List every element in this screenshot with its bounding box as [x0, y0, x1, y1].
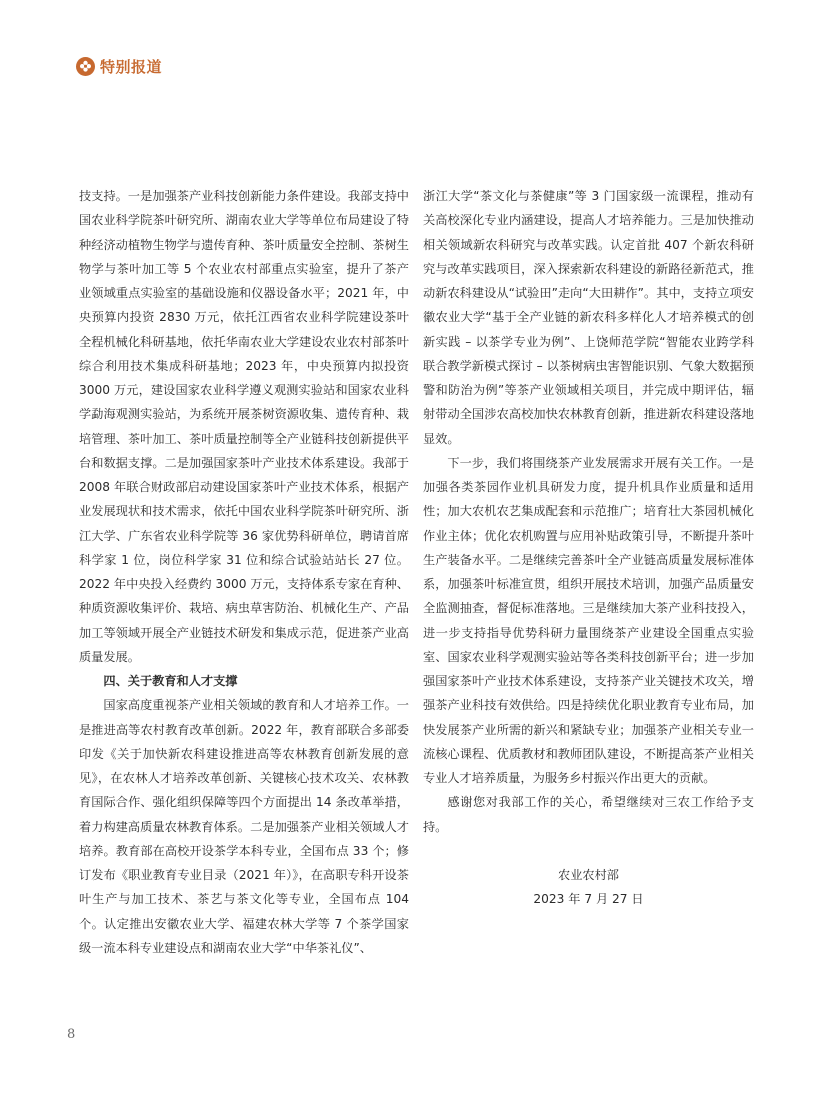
signature-org: 农业农村部 — [558, 867, 619, 882]
body-paragraph: 下一步，我们将围绕茶产业发展需求开展有关工作。一是加强各类茶园作业机具研发力度，提升机具作业质量和适用性；加大农机农艺集成配套和示范推广；培育壮大茶园机械化作业主体；优化农机购置与应用补贴政策引导，不断提升茶叶生产装备水平。二是继续完善茶叶全产业链高质量发展标准体系，加强茶叶标准宣贯，组织开展技术培训，加强产品质量安全监测抽查，督促标准落地。三是继续加大茶产业科技投入，进一步支持指导优势科研力量围绕茶产业建设全国重点实验室、国家农业科学观测实验站等各类科技创新平台；进一步加强国家茶叶产业技术体系建设，支持茶产业关键技术攻关，增强茶产业科技有效供给。四是持续优化职业教育专业布局，加快发展茶产业所需的新兴和紧缺专业；加强茶产业相关专业一流核心课程、优质教材和教师团队建设，不断提高茶产业相关专业人才培养质量，为服务乡村振兴作出更大的贡献。 — [423, 455, 754, 785]
flower-emblem-icon — [76, 57, 95, 76]
left-column — [79, 184, 409, 960]
page-number: 8 — [67, 1027, 76, 1042]
page-header — [76, 56, 162, 77]
body-paragraph: 浙江大学“茶文化与茶健康”等 3 门国家级一流课程，推动有关高校深化专业内涵建设，提高人才培养能力。三是加快推动相关领域新农科研究与改革实践。认定首批 407 个新农科研究与改革实践项目，深入探索新农科建设的新路径新范式，推动新农科建设从“试验田”走向“大田耕作”。其中，支持立项安徽农业大学“基于全产业链的新农科多样化人才培养模式的创新实践 – 以茶学专业为例”、上饶师范学院“智能农业跨学科联合教学新模式探讨 – 以茶树病虫害智能识别、气象大数据预警和防治为例”等茶产业领域相关项目，并完成中期评估，辐射带动全国涉农高校加快农林教育创新，推进新农科建设落地显效。 — [423, 189, 754, 446]
body-paragraph: 技支持。一是加强茶产业科技创新能力条件建设。我部支持中国农业科学院茶叶研究所、湖南农业大学等单位布局建设了特种经济动植物生物学与遗传育种、茶叶质量安全控制、茶树生物学与茶叶加工等 5 个农业农村部重点实验室，提升了茶产业领域重点实验室的基础设施和仪器设备水平；2021 年，中央预算内投资 2830 万元，依托江西省农业科学院建设茶叶全程机械化科研基地，依托华南农业大学建设农业农村部茶叶综合利用技术集成科研基地；2023 年，中央预算内拟投资 3000 万元，建设国家农业科学遵义观测实验站和国家农业科学勐海观测实验站，为系统开展茶树资源收集、遗传育种、栽培管理、茶叶加工、茶叶质量控制等全产业链科技创新提供平台和数据支撑。二是加强国家茶叶产业技术体系建设。我部于 2008 年联合财政部启动建设国家茶叶产业技术体系，根据产业发展现状和技术需求，依托中国农业科学院茶叶研究所、浙江大学、广东省农业科学院等 36 家优势科研单位，聘请首席科学家 1 位，岗位科学家 31 位和综合试验站站长 27 位。2022 年中央投入经费约 3000 万元，支持体系专家在育种、种质资源收集评价、栽培、病虫草害防治、机械化生产、产品加工等领域开展全产业链技术研发和集成示范，促进茶产业高质量发展。 — [79, 189, 409, 664]
signature-date: 2023 年 7 月 27 日 — [533, 892, 644, 906]
section-heading: 四、关于教育和人才支撑 — [103, 674, 238, 688]
body-paragraph: 国家高度重视茶产业相关领域的教育和人才培养工作。一是推进高等农村教育改革创新。2022 年，教育部联合多部委印发《关于加快新农科建设推进高等农林教育创新发展的意见》，在农林人才培养改革创新、关键核心技术攻关、农林教育国际合作、强化组织保障等四个方面提出 14 条改革举措，着力构建高质量农林教育体系。二是加强茶产业相关领域人才培养。教育部在高校开设茶学本科专业，全国布点 33 个；修订发布《职业教育专业目录（2021 年）》，在高职专科开设茶叶生产与加工技术、茶艺与茶文化等专业，全国布点 104 个。认定推出安徽农业大学、福建农林大学等 7 个茶学国家级一流本科专业建设点和湖南农业大学“中华茶礼仪”、 — [79, 698, 409, 955]
closing-paragraph: 感谢您对我部工作的关心，希望继续对三农工作给予支持。 — [423, 795, 754, 834]
section-title: 特别报道 — [100, 58, 163, 76]
right-column — [423, 184, 754, 911]
